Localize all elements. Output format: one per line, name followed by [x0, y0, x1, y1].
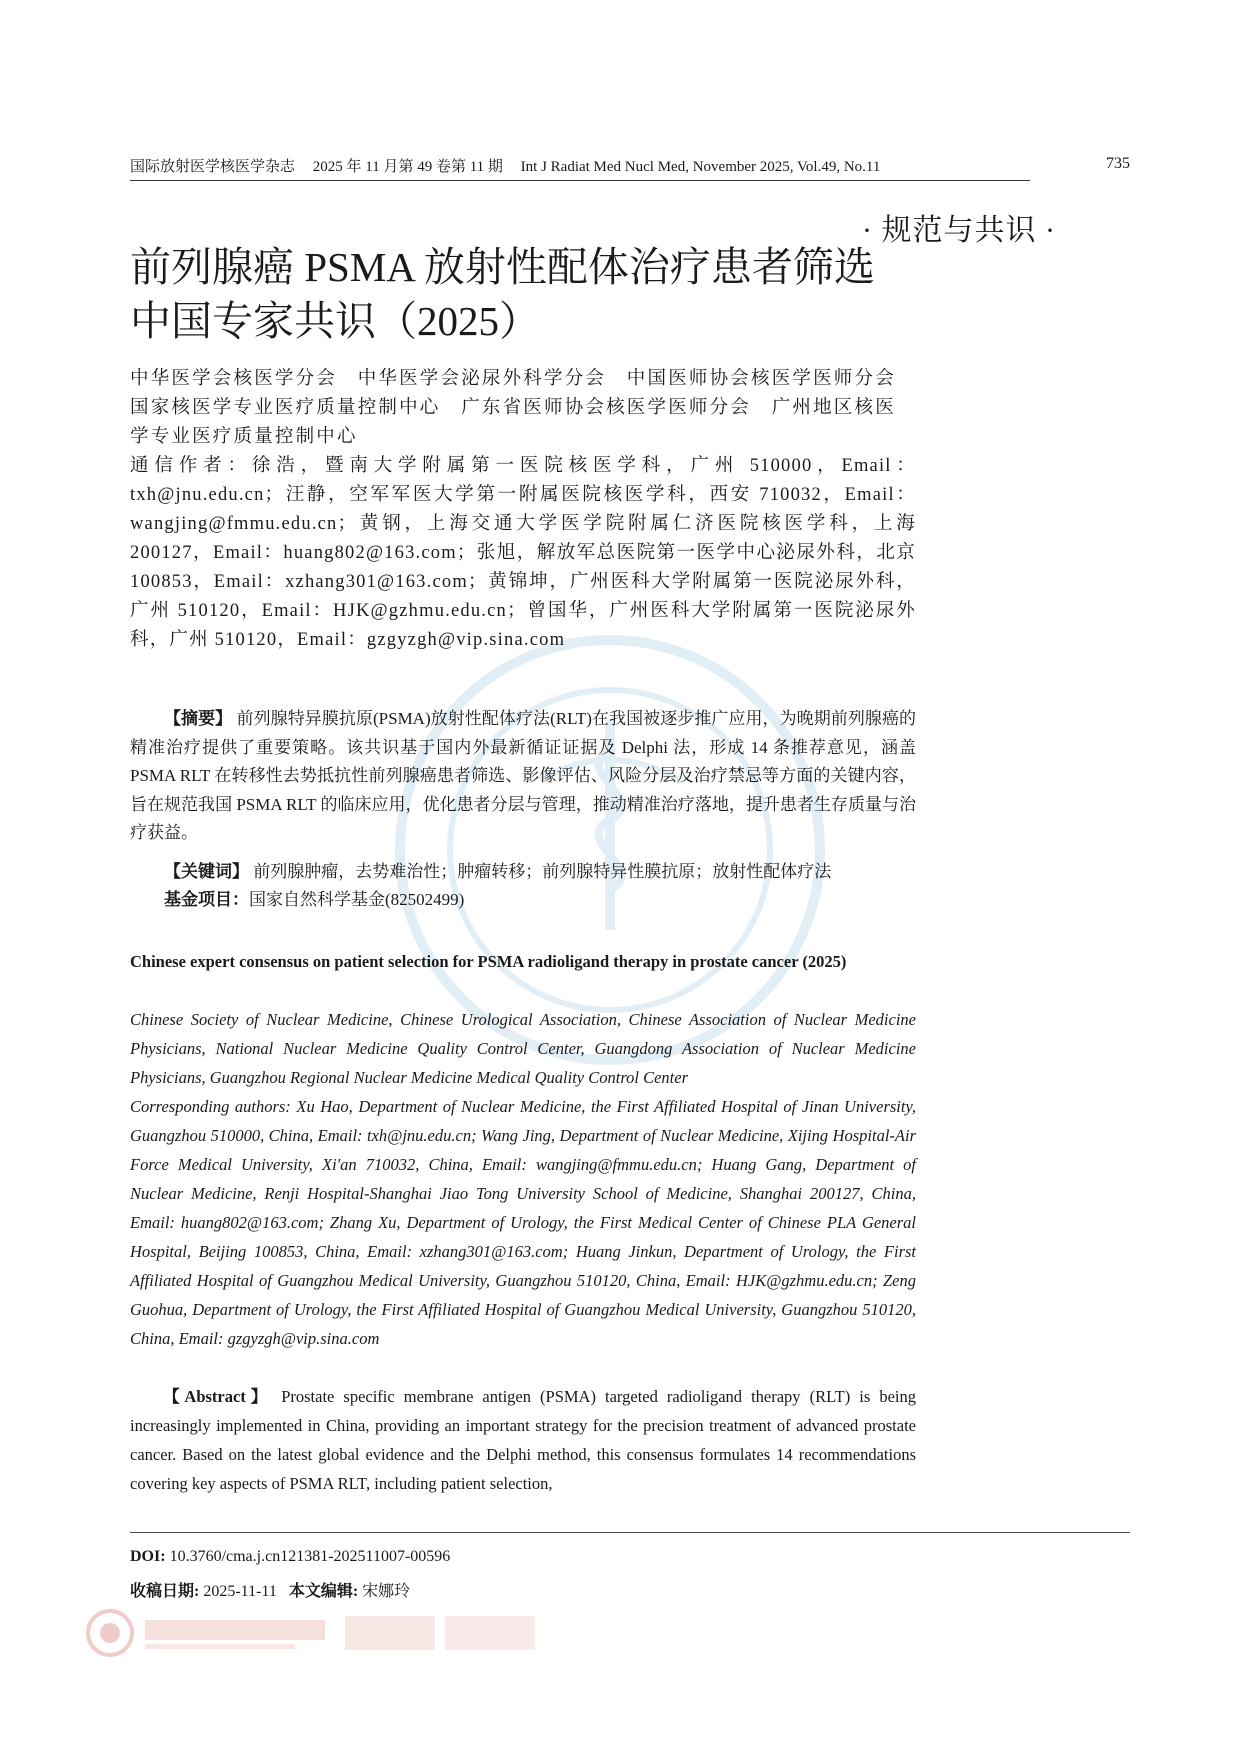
keywords-zh-label: 【关键词】: [164, 862, 249, 881]
abstract-zh-label: 【摘要】: [164, 709, 233, 728]
abstract-en-label: 【Abstract】: [163, 1387, 273, 1406]
funding-zh: [130, 886, 916, 915]
received-date: 2025-11-11: [203, 1583, 277, 1600]
corresponding-authors-zh: 通信作者：徐浩，暨南大学附属第一医院核医学科，广州 510000，Email：txh@jnu.edu.cn；汪静，空军军医大学第一附属医院核医学科，西安 710032，Email：wangjing@fmmu.edu.cn；黄钢，上海交通大学医学院附属仁济医院核医学科，上海 200127，Email：huang802@163.com；张旭，解放军总医院第一医学中心泌尿外科，北京 100853，Email：xzhang301@163.com；黄锦坤，广州医科大学附属第一医院泌尿外科，广州 510120，Email：HJK@gzhmu.edu.cn；曾国华，广州医科大学附属第一医院泌尿外科，广州 510120，Email：gzgyzgh@vip.sina.com: [130, 456, 916, 650]
journal-name-zh: 国际放射医学核医学杂志: [130, 159, 296, 175]
editor-name: 宋娜玲: [362, 1583, 411, 1600]
running-header: [130, 155, 1030, 181]
doi-line: [130, 1548, 450, 1566]
funding-zh-label: 基金项目：: [164, 890, 249, 909]
publisher-logo: [85, 1608, 565, 1658]
issue-info-zh: 2025 年 11 月第 49 卷第 11 期: [312, 159, 503, 175]
section-tag: · 规范与共识 ·: [862, 214, 1056, 247]
received-label: 收稿日期:: [130, 1583, 200, 1600]
page-number: 735: [1106, 155, 1130, 172]
footer-divider: [130, 1532, 1130, 1533]
editor-label: 本文编辑:: [288, 1583, 359, 1600]
abstract-zh: [130, 705, 916, 848]
author-organizations-zh: 中华医学会核医学分会 中华医学会泌尿外科学分会 中国医师协会核医学医师分会 国家核医学专业医疗质量控制中心 广东省医师协会核医学医师分会 广州地区核医学专业医疗质量控制中心: [130, 369, 917, 447]
doi-label: DOI:: [130, 1548, 166, 1565]
corresponding-authors-en: Corresponding authors: Xu Hao, Department of Nuclear Medicine, the First Affiliated Hospital of Jinan University, Guangzhou 510000, China, Email: txh@jnu.edu.cn; Wang Jing, Department of Nuclear Medicine, Xijing Hospital-Air Force Medical University, Xi'an 710032, China, Email: wangjing@fmmu.edu.cn; Huang Gang, Department of Nuclear Medicine, Renji Hospital-Shanghai Jiao Tong University School of Medicine, Shanghai 200127, China, Email: huang802@163.com; Zhang Xu, Department of Urology, the First Medical Center of Chinese PLA General Hospital, Beijing 100853, China, Email: xzhang301@163.com; Huang Jinkun, Department of Urology, the First Affiliated Hospital of Guangzhou Medical University, Guangzhou 510120, China, Email: HJK@gzhmu.edu.cn; Zeng Guohua, Department of Urology, the First Affiliated Hospital of Guangzhou Medical University, Guangzhou 510120, China, Email: gzgyzgh@vip.sina.com: [130, 1097, 916, 1348]
keywords-zh-text: 前列腺肿瘤，去势难治性；肿瘤转移；前列腺特异性膜抗原；放射性配体疗法: [253, 862, 832, 881]
received-line: [130, 1578, 410, 1601]
author-organizations-en: Chinese Society of Nuclear Medicine, Chinese Urological Association, Chinese Association of Nuclear Medicine Physicians, National Nuclear Medicine Quality Control Center, Guangdong Association of Nuclear Medicine Physicians, Guangzhou Regional Nuclear Medicine Medical Quality Control Center: [130, 1010, 916, 1087]
article-title-en: Chinese expert consensus on patient selection for PSMA radioligand therapy in prostate cancer (2025): [130, 952, 847, 971]
medical-association-watermark: [390, 630, 830, 1070]
article-title-zh: 前列腺癌 PSMA 放射性配体治疗患者筛选中国专家共识（2025）: [130, 244, 875, 344]
abstract-zh-text: 前列腺特异膜抗原(PSMA)放射性配体疗法(RLT)在我国被逐步推广应用，为晚期前列腺癌的精准治疗提供了重要策略。该共识基于国内外最新循证证据及 Delphi 法，形成 14 条推荐意见，涵盖 PSMA RLT 在转移性去势抵抗性前列腺癌患者筛选、影像评估、风险分层及治疗禁忌等方面的关键内容，旨在规范我国 PSMA RLT 的临床应用，优化患者分层与管理，推动精准治疗落地，提升患者生存质量与治疗获益。: [130, 709, 917, 842]
keywords-zh: [130, 858, 916, 887]
funding-zh-text: 国家自然科学基金(82502499): [249, 890, 465, 909]
abstract-en: [130, 1382, 916, 1498]
abstract-en-text: Prostate specific membrane antigen (PSMA) targeted radioligand therapy (RLT) is being increasingly implemented in China, providing an important strategy for the precision treatment of advanced prostate cancer. Based on the latest global evidence and the Delphi method, this consensus formulates 14 recommendations covering key aspects of PSMA RLT, including patient selection,: [130, 1387, 916, 1493]
journal-name-en: Int J Radiat Med Nucl Med, November 2025, Vol.49, No.11: [520, 159, 881, 175]
doi-value: 10.3760/cma.j.cn121381-202511007-00596: [169, 1548, 451, 1565]
